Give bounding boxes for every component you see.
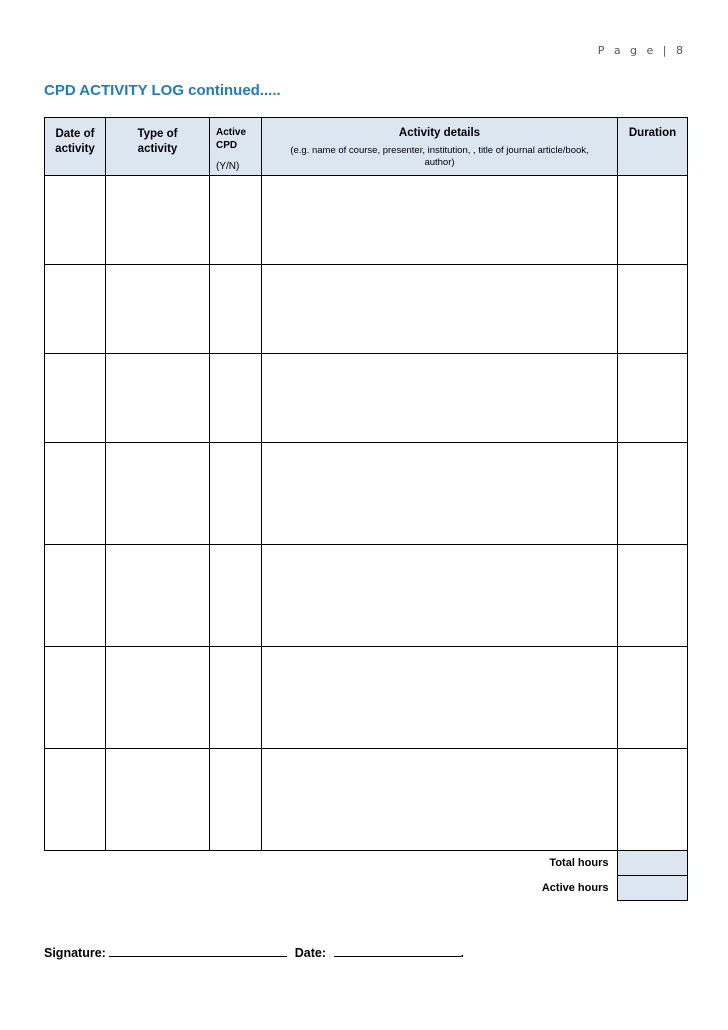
header-details-hint: (e.g. name of course, presenter, institution, , title of journal article/book, author) xyxy=(290,145,589,168)
table-row xyxy=(45,265,688,354)
cell-active[interactable] xyxy=(210,176,262,265)
cell-type[interactable] xyxy=(106,354,210,443)
cell-details[interactable] xyxy=(262,354,618,443)
header-type-line1: Type of xyxy=(137,128,178,140)
cell-duration[interactable] xyxy=(618,443,688,545)
cell-date[interactable] xyxy=(45,354,106,443)
header-type-line2: activity xyxy=(137,143,178,155)
header-type-of-activity xyxy=(106,118,210,176)
table-row xyxy=(45,545,688,647)
cell-active[interactable] xyxy=(210,443,262,545)
cell-active[interactable] xyxy=(210,545,262,647)
page-number: P a g e | 8 xyxy=(597,44,686,57)
cell-type[interactable] xyxy=(106,443,210,545)
cell-details[interactable] xyxy=(262,265,618,354)
totals-table xyxy=(44,850,688,901)
cell-type[interactable] xyxy=(106,265,210,354)
cell-date[interactable] xyxy=(45,176,106,265)
cell-date[interactable] xyxy=(45,443,106,545)
page-title: CPD ACTIVITY LOG continued..... xyxy=(44,82,281,99)
total-hours-label: Total hours xyxy=(549,857,609,869)
cpd-activity-table xyxy=(44,117,688,851)
active-hours-field[interactable] xyxy=(617,876,687,901)
cell-duration[interactable] xyxy=(618,749,688,851)
signature-trailing-dot: . xyxy=(460,946,465,960)
cell-date[interactable] xyxy=(45,545,106,647)
table-row xyxy=(45,354,688,443)
active-hours-label: Active hours xyxy=(541,882,609,894)
active-hours-row xyxy=(44,876,687,901)
cell-type[interactable] xyxy=(106,176,210,265)
header-date-line2: activity xyxy=(55,143,95,155)
cell-details[interactable] xyxy=(262,749,618,851)
header-duration xyxy=(618,118,688,176)
table-row xyxy=(45,647,688,749)
cell-duration[interactable] xyxy=(618,265,688,354)
header-active-cpd xyxy=(210,118,262,176)
cell-details[interactable] xyxy=(262,443,618,545)
header-date-of-activity xyxy=(45,118,106,176)
cell-duration[interactable] xyxy=(618,647,688,749)
signature-line xyxy=(44,944,464,960)
table-row xyxy=(45,176,688,265)
total-hours-row xyxy=(44,851,687,876)
cell-active[interactable] xyxy=(210,265,262,354)
header-active-line2: CPD xyxy=(216,140,238,151)
header-date-line1: Date of xyxy=(55,128,95,140)
date-label: Date: xyxy=(294,946,327,960)
header-active-line1: Active xyxy=(216,127,247,138)
table-row xyxy=(45,749,688,851)
table-header-row xyxy=(45,118,688,176)
cell-active[interactable] xyxy=(210,354,262,443)
header-details-label: Activity details xyxy=(398,127,481,139)
cell-duration[interactable] xyxy=(618,545,688,647)
header-duration-label: Duration xyxy=(628,127,677,139)
date-field[interactable] xyxy=(334,944,461,957)
cell-date[interactable] xyxy=(45,265,106,354)
cell-date[interactable] xyxy=(45,647,106,749)
signature-field[interactable] xyxy=(109,944,287,957)
cell-date[interactable] xyxy=(45,749,106,851)
header-active-yn: (Y/N) xyxy=(216,161,240,172)
cell-duration[interactable] xyxy=(618,176,688,265)
cell-type[interactable] xyxy=(106,749,210,851)
cell-type[interactable] xyxy=(106,545,210,647)
cell-details[interactable] xyxy=(262,545,618,647)
table-body xyxy=(45,176,688,851)
cell-details[interactable] xyxy=(262,176,618,265)
total-hours-field[interactable] xyxy=(617,851,687,876)
cell-active[interactable] xyxy=(210,647,262,749)
cell-duration[interactable] xyxy=(618,354,688,443)
signature-label: Signature: xyxy=(44,946,106,960)
header-activity-details xyxy=(262,118,618,176)
cell-active[interactable] xyxy=(210,749,262,851)
table-row xyxy=(45,443,688,545)
cell-type[interactable] xyxy=(106,647,210,749)
cell-details[interactable] xyxy=(262,647,618,749)
